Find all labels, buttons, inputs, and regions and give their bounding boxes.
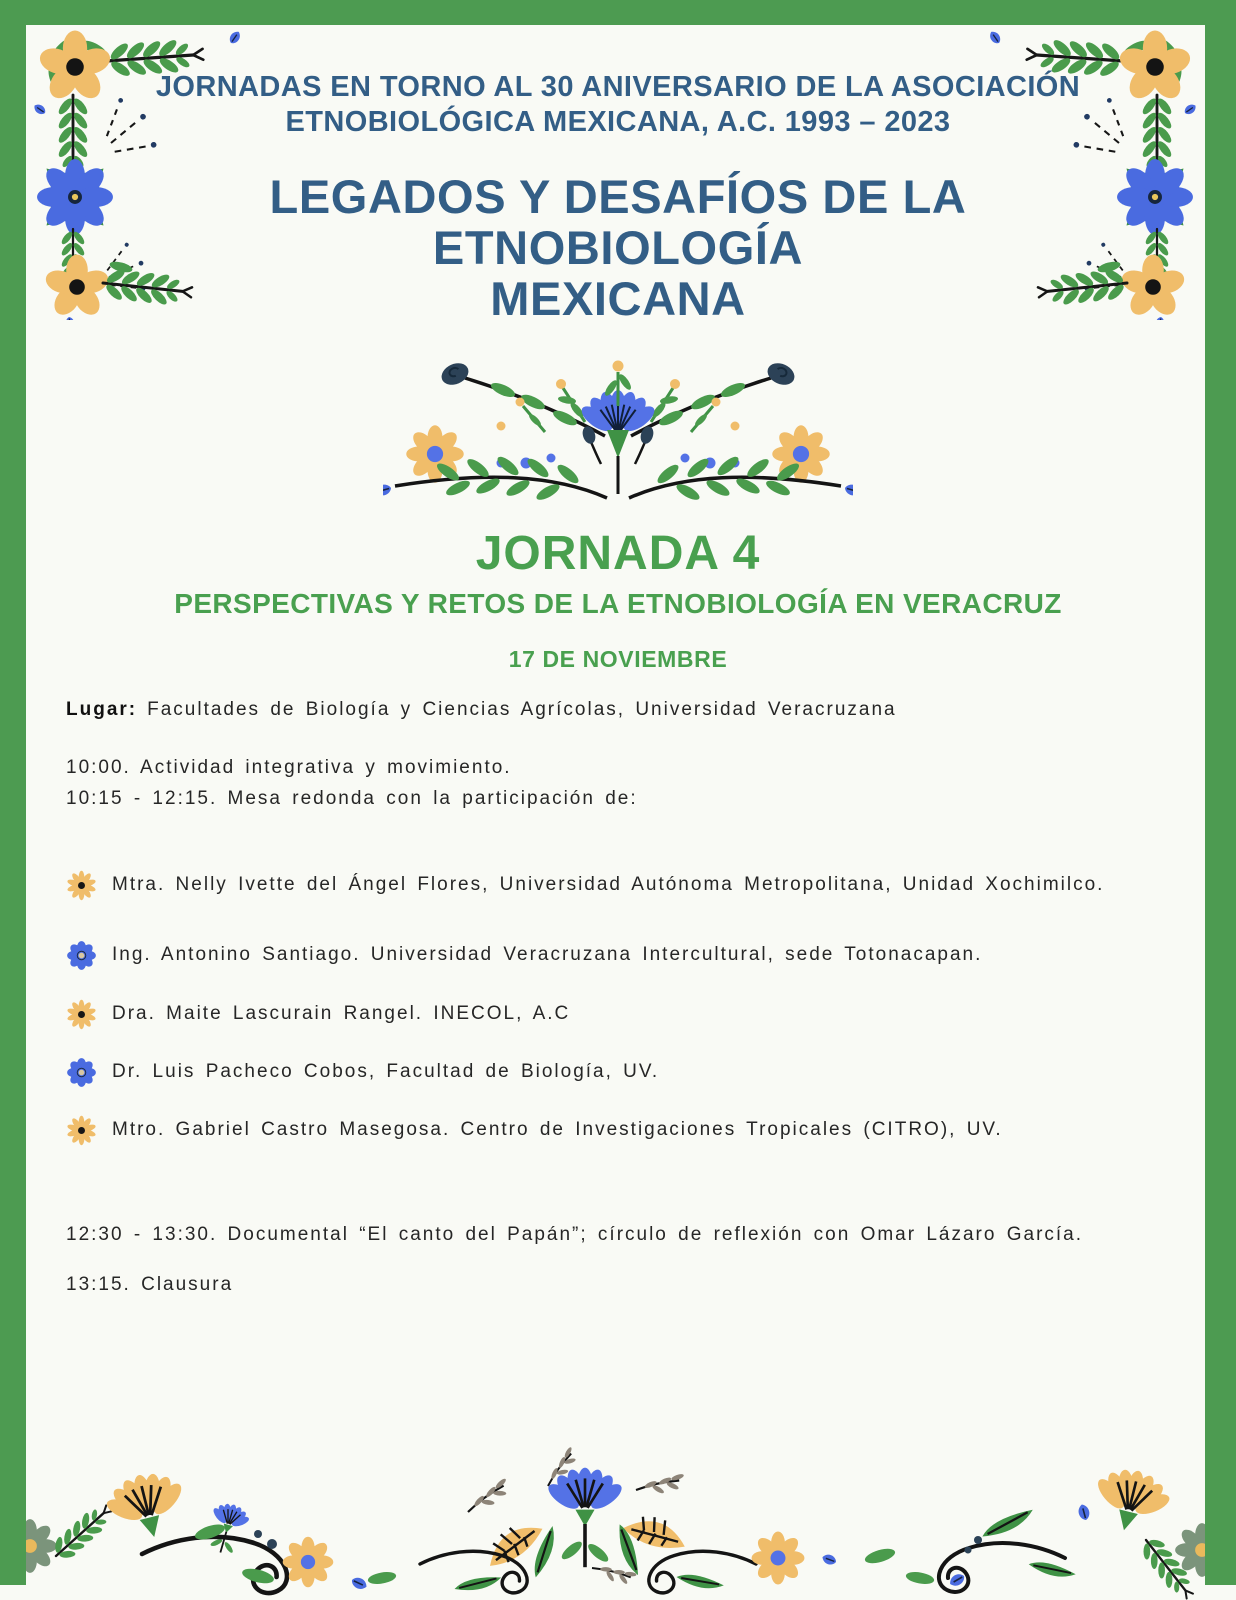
schedule-line-2: 10:15 - 12:15. Mesa redonda con la participación de: bbox=[66, 788, 638, 809]
participant-row bbox=[66, 868, 1216, 902]
kicker-line-2: ETNOBIOLÓGICA MEXICANA, A.C. 1993 – 2023 bbox=[285, 105, 951, 138]
blue-flower-bullet-icon bbox=[66, 940, 97, 971]
location-line bbox=[66, 699, 1196, 721]
frame-top-border bbox=[0, 0, 1236, 25]
participant-text: Dra. Maite Lascurain Rangel. INECOL, A.C bbox=[112, 1003, 571, 1024]
closing-line-1: 12:30 - 13:30. Documental “El canto del Papán”; círculo de reflexión con Omar Lázaro García. bbox=[66, 1224, 1084, 1245]
participant-row bbox=[66, 1113, 1216, 1147]
session-date: 17 DE NOVIEMBRE bbox=[508, 646, 728, 672]
kicker-line-1: JORNADAS EN TORNO AL 30 ANIVERSARIO DE LA ASOCIACIÓN bbox=[155, 71, 1081, 103]
participants-list bbox=[66, 868, 1216, 1158]
participant-row bbox=[66, 997, 1216, 1031]
header-kicker bbox=[120, 70, 1116, 140]
participant-text: Mtro. Gabriel Castro Masegosa. Centro de Investigaciones Tropicales (CITRO), UV. bbox=[112, 1119, 1003, 1140]
folk-floral-border-icon bbox=[0, 1428, 1236, 1600]
location-value: Facultades de Biología y Ciencias Agrícolas, Universidad Veracruzana bbox=[147, 699, 897, 720]
participant-row bbox=[66, 1055, 1216, 1089]
session-subtitle: PERSPECTIVAS Y RETOS DE LA ETNOBIOLOGÍA EN VERACRUZ bbox=[174, 588, 1062, 619]
yellow-daisy-bullet-icon bbox=[66, 1115, 97, 1146]
bottom-floral-border bbox=[0, 1428, 1236, 1600]
frame-right-border bbox=[1205, 0, 1236, 1585]
title-line-2: MEXICANA bbox=[490, 271, 746, 325]
participant-row bbox=[66, 938, 1216, 972]
session-title: JORNADA 4 bbox=[475, 527, 761, 580]
participant-text: Mtra. Nelly Ivette del Ángel Flores, Universidad Autónoma Metropolitana, Unidad Xochimilco. bbox=[112, 874, 1105, 895]
title-line-1: LEGADOS Y DESAFÍOS DE LA ETNOBIOLOGÍA bbox=[269, 170, 967, 274]
schedule-line-1: 10:00. Actividad integrativa y movimiento. bbox=[66, 757, 512, 778]
yellow-daisy-bullet-icon bbox=[66, 999, 97, 1030]
location-label: Lugar: bbox=[66, 699, 138, 720]
folk-floral-divider-icon bbox=[383, 336, 853, 526]
schedule-intro bbox=[66, 752, 1196, 814]
frame-left-border bbox=[0, 0, 26, 1585]
participant-text: Ing. Antonino Santiago. Universidad Veracruzana Intercultural, sede Totonacapan. bbox=[112, 944, 983, 965]
participant-text: Dr. Luis Pacheco Cobos, Facultad de Biología, UV. bbox=[112, 1061, 660, 1082]
center-floral-divider bbox=[383, 336, 853, 526]
closing-line-2: 13:15. Clausura bbox=[66, 1274, 234, 1295]
blue-flower-bullet-icon bbox=[66, 1057, 97, 1088]
yellow-daisy-bullet-icon bbox=[66, 870, 97, 901]
page-title bbox=[80, 172, 1156, 324]
